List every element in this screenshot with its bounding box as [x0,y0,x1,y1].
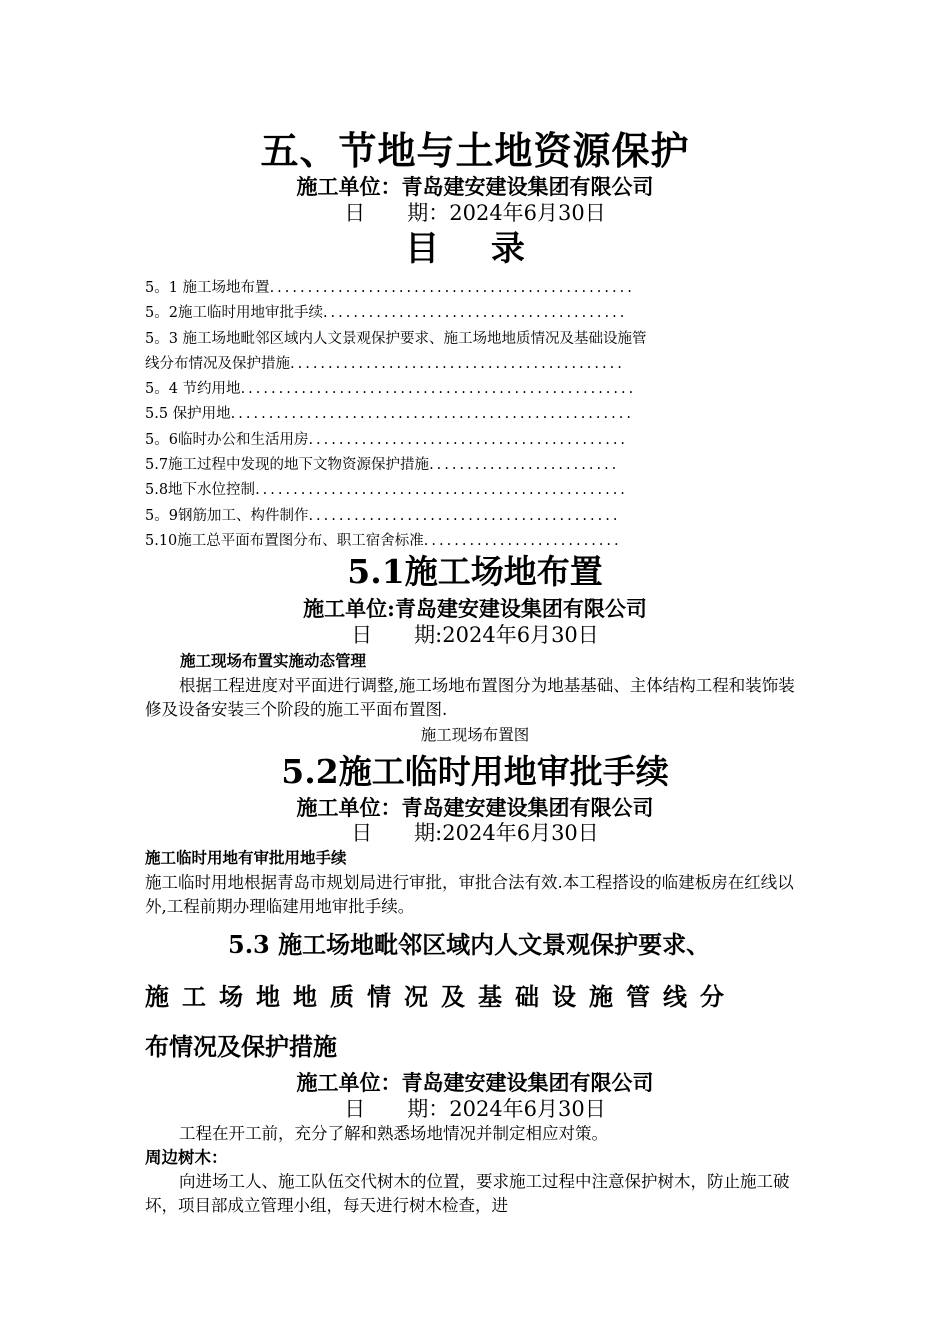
section-5-2-heading: 5.2施工临时用地审批手续 [281,752,669,791]
toc-item[interactable] [145,478,810,503]
section-5-1-subheading: 施工现场布置实施动态管理 [180,651,367,670]
toc-item-label: 5.7施工过程中发现的地下文物资源保护措施 [145,457,430,474]
toc-item[interactable] [145,377,810,402]
toc-leader: ......................................... [308,507,621,524]
section-5-3-date: 日 期：2024年6月30日 [344,1097,606,1121]
toc-item-label: 5.10施工总平面布置图分布、职工宿舍标准 [145,532,424,549]
toc-item-label: 5.5 保护用地 [145,406,231,423]
toc-leader: .......................................... [308,431,629,448]
section-5-1-paragraph: 根据工程进度对平面进行调整,施工场地布置图分为地基基础、主体结构工程和装饰装修及设备安装三个阶段的施工平面布置图. [145,676,795,719]
toc-item[interactable] [145,453,810,478]
toc-item-label: 5。4 节约用地 [145,381,241,398]
section-5-1-date: 日 期:2024年6月30日 [351,623,599,647]
section-5-3-heading-line-3: 布情况及保护措施 [145,1032,337,1061]
section-5-3-subheading: 周边树木： [145,1148,228,1167]
toc-item-label: 5。1 施工场地布置 [145,280,270,296]
toc-title: 目 录 [405,229,545,269]
toc-leader: .......................... [423,532,622,549]
document-date: 日 期：2024年6月30日 [344,201,606,225]
section-5-3-paragraph-1: 工程在开工前，充分了解和熟悉场地情况并制定相应对策。 [179,1124,608,1143]
toc-item-label: 线分布情况及保护措施 [145,355,290,372]
section-5-3-heading-line-1: 5.3 施工场地毗邻区域内人文景观保护要求、 [228,930,711,959]
section-5-3-paragraph-2: 向进场工人、施工队伍交代树木的位置，要求施工过程中注意保护树木，防止施工破坏，项目部成立管理小组，每天进行树木检查，进 [145,1172,790,1215]
section-5-1-unit: 施工单位:青岛建安建设集团有限公司 [303,596,647,621]
toc-item-label: 5。9钢筋加工、构件制作 [145,507,309,524]
section-5-3-unit: 施工单位：青岛建安建设集团有限公司 [296,1070,654,1095]
toc-leader: ..................................................... [230,406,634,423]
construction-unit: 施工单位：青岛建安建设集团有限公司 [296,174,654,199]
toc-item[interactable] [145,428,810,453]
toc-leader: ......................... [429,457,620,474]
toc-item[interactable] [145,301,810,326]
toc-item[interactable] [145,352,810,377]
toc-item[interactable] [145,402,810,427]
toc-item-label: 5。2施工临时用地审批手续 [145,305,323,322]
toc-item-label: 5。3 施工场地毗邻区域内人文景观保护要求、施工场地地质情况及基础设施管 [145,330,647,347]
section-5-1-figure-caption: 施工现场布置图 [420,726,530,744]
section-5-3-heading-line-2: 施工场地地质情况及基础设施管线分 [145,982,737,1011]
section-5-2-unit: 施工单位：青岛建安建设集团有限公司 [296,795,654,820]
toc-leader: ................................................. [255,482,628,499]
toc-item-label: 5.8地下水位控制 [145,482,256,499]
toc-item[interactable] [145,529,810,554]
section-5-2-paragraph: 施工临时用地根据青岛市规划局进行审批，审批合法有效.本工程搭设的临建板房在红线以外,工程前期办理临建用地审批手续。 [145,873,794,916]
toc-leader: ............................................ [290,355,625,372]
toc-leader: .................................................... [240,381,637,398]
toc-leader: ........................................ [322,305,628,322]
toc-item-label: 5。6临时办公和生活用房 [145,431,309,448]
toc-item[interactable] [145,276,810,301]
document-title: 五、节地与土地资源保护 [260,128,690,173]
section-5-2-date: 日 期:2024年6月30日 [351,821,599,845]
section-5-2-subheading: 施工临时用地有审批用地手续 [145,848,347,867]
toc-item[interactable] [145,504,810,529]
section-5-1-heading: 5.1施工场地布置 [347,552,603,591]
table-of-contents [145,276,810,554]
toc-leader: ................................................ [269,280,635,296]
toc-item[interactable] [145,327,810,352]
